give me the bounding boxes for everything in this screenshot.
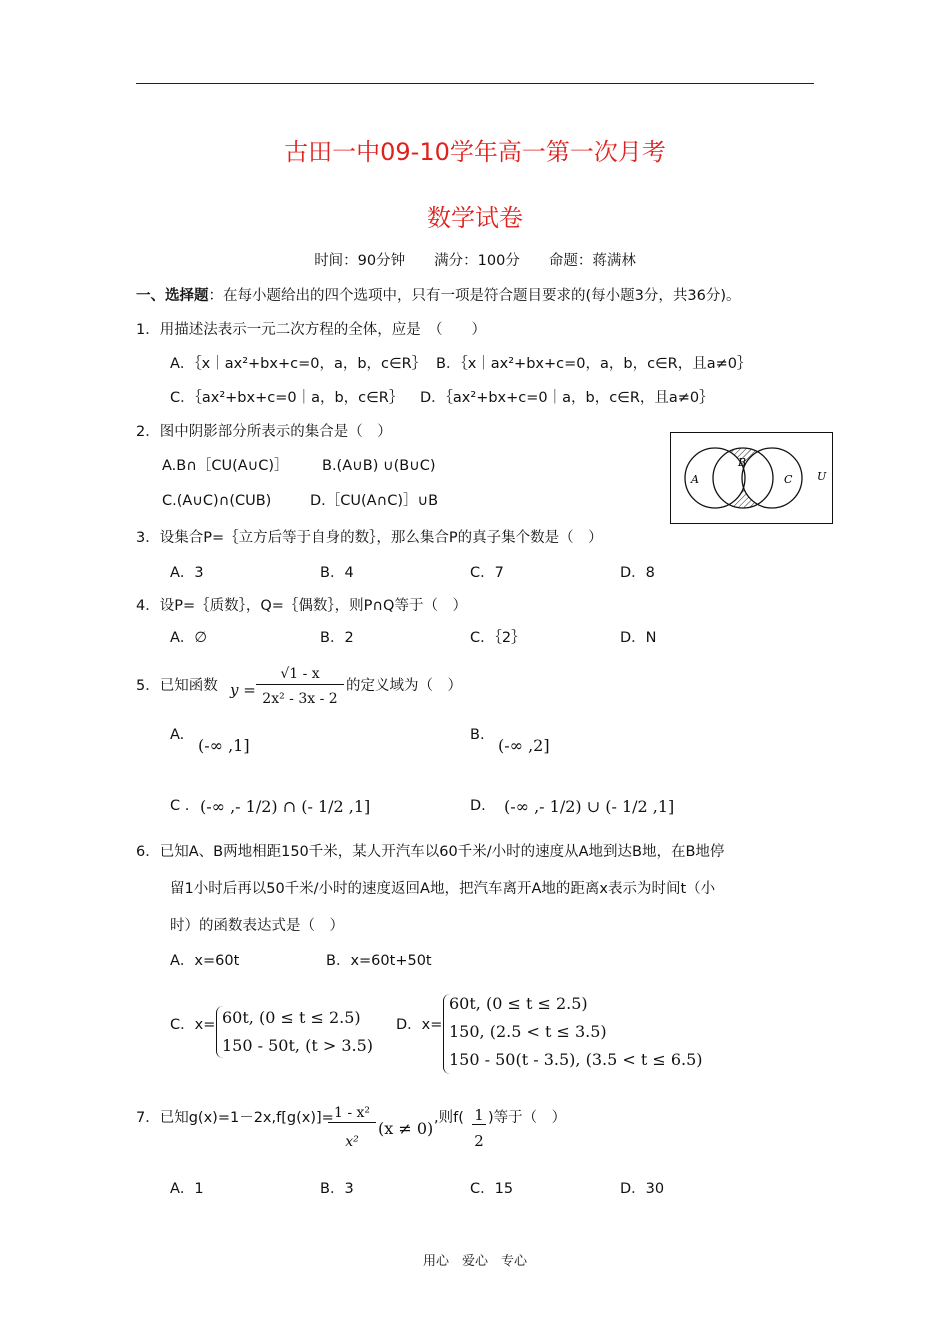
venn-svg (671, 433, 832, 523)
q5-formula-lhs: y = (230, 681, 256, 699)
q1-option-d: D．｛ax²+bx+c=0｜a，b，c∈R，且a≠0｝ (420, 390, 714, 406)
q5-option-c-label: C . (170, 798, 190, 814)
q4-stem: 4．设P=｛质数｝，Q=｛偶数｝，则P∩Q等于（ ） (136, 598, 467, 614)
venn-diagram (670, 432, 833, 524)
q7-option-a: A．1 (170, 1181, 204, 1197)
q3-stem: 3．设集合P=｛立方后等于自身的数｝，那么集合P的真子集个数是（ ） (136, 530, 603, 546)
section-instructions: ：在每小题给出的四个选项中，只有一项是符合题目要求的(每小题3分，共36分)。 (208, 288, 741, 304)
q5-stem-post: 的定义域为（ ） (346, 678, 462, 694)
q7-option-b: B．3 (320, 1181, 354, 1197)
venn-label-b: B (738, 456, 747, 469)
q3-option-d: D．8 (620, 565, 655, 581)
q2-stem: 2．图中阴影部分所表示的集合是（ ） (136, 424, 392, 440)
q3-option-b: B．4 (320, 565, 354, 581)
q6-line-3: 时）的函数表达式是（ ） (170, 918, 344, 934)
q2-option-c: C.(A∪C)∩(CUB) (162, 493, 272, 509)
exam-title: 古田一中09-10学年高一第一次月考 (284, 138, 666, 166)
page-footer: 用心 爱心 专心 (422, 1254, 527, 1269)
section-heading: 一、选择题 (136, 288, 209, 304)
venn-label-a: A (691, 473, 699, 486)
header-rule (136, 83, 814, 84)
q6-line-1: 6．已知A、B两地相距150千米，某人开汽车以60千米/小时的速度从A地到达B地，在B地停 (136, 844, 725, 860)
q4-option-b: B．2 (320, 630, 354, 646)
q5-option-b-label: B. (470, 727, 485, 743)
q6-option-d-label: D．x= (396, 1017, 443, 1033)
q5-stem-pre: 5．已知函数 (136, 678, 218, 694)
q6-option-d-case-2: 150, (2.5 < t ≤ 3.5) (449, 1022, 607, 1041)
q5-option-b-expr: (-∞ ,2] (498, 736, 550, 755)
q6-option-d-case-1: 60t, (0 ≤ t ≤ 2.5) (449, 994, 588, 1013)
q5-formula-numerator: √1 - x (256, 666, 344, 685)
section-heading-line (136, 288, 741, 305)
q4-option-c: C．｛2｝ (470, 630, 526, 646)
q6-option-c-label: C．x= (170, 1017, 216, 1033)
q7-stem-mid: ,则f( (434, 1110, 464, 1126)
q6-line-2: 留1小时后再以50千米/小时的速度返回A地，把汽车离开A地的距离x表示为时间t（小 (170, 881, 716, 897)
q4-option-a: A．∅ (170, 630, 208, 646)
q2-option-d: D.［CU(A∩C)］∪B (310, 493, 439, 509)
q6-option-d-case-3: 150 - 50(t - 3.5), (3.5 < t ≤ 6.5) (449, 1050, 703, 1069)
q6-option-c-case-2: 150 - 50t, (t > 3.5) (222, 1036, 374, 1055)
venn-label-c: C (784, 473, 793, 486)
q5-option-c-expr: (-∞ ,- 1/2) ∩ (- 1/2 ,1] (200, 797, 371, 816)
q5-option-d-expr: (-∞ ,- 1/2) ∪ (- 1/2 ,1] (504, 797, 675, 816)
q6-option-a: A．x=60t (170, 953, 240, 969)
q7-stem-pre: 7．已知g(x)=1－2x,f[g(x)]= (136, 1110, 334, 1126)
q6-option-c-case-1: 60t, (0 ≤ t ≤ 2.5) (222, 1008, 361, 1027)
q7-half-denominator: 2 (474, 1132, 484, 1150)
q6-option-b: B．x=60t+50t (326, 953, 432, 969)
exam-subtitle: 数学试卷 (427, 204, 523, 232)
q4-option-d: D．N (620, 630, 657, 646)
q1-option-b: B．｛x｜ax²+bx+c=0，a，b，c∈R，且a≠0｝ (436, 356, 752, 372)
q2-option-b: B.(A∪B) ∪(B∪C) (322, 458, 436, 474)
q1-option-a: A．｛x｜ax²+bx+c=0，a，b，c∈R｝ (170, 356, 427, 372)
q5-option-a-expr: (-∞ ,1] (198, 736, 250, 755)
q7-frac-numerator: 1 - x² (328, 1105, 376, 1123)
exam-meta: 时间：90分钟 满分：100分 命题：蒋满林 (314, 253, 636, 269)
venn-label-u: U (817, 470, 827, 483)
q3-option-a: A．3 (170, 565, 204, 581)
q5-option-a-label: A. (170, 727, 185, 743)
q7-half-numerator: 1 (472, 1106, 486, 1125)
q1-stem: 1．用描述法表示一元二次方程的全体，应是 （ ） (136, 322, 486, 338)
q7-option-d: D．30 (620, 1181, 665, 1197)
q2-option-a: A.B∩［CU(A∪C)］ (162, 458, 289, 474)
q3-option-c: C．7 (470, 565, 504, 581)
q5-formula-denominator: 2x² - 3x - 2 (262, 691, 338, 707)
q5-option-d-label: D. (470, 798, 486, 814)
q7-frac-denominator: x² (345, 1134, 359, 1150)
q7-condition: (x ≠ 0) (378, 1119, 434, 1138)
q7-option-c: C．15 (470, 1181, 514, 1197)
q1-option-c: C．｛ax²+bx+c=0｜a，b，c∈R｝ (170, 390, 404, 406)
q7-stem-post: )等于（ ） (488, 1110, 567, 1126)
